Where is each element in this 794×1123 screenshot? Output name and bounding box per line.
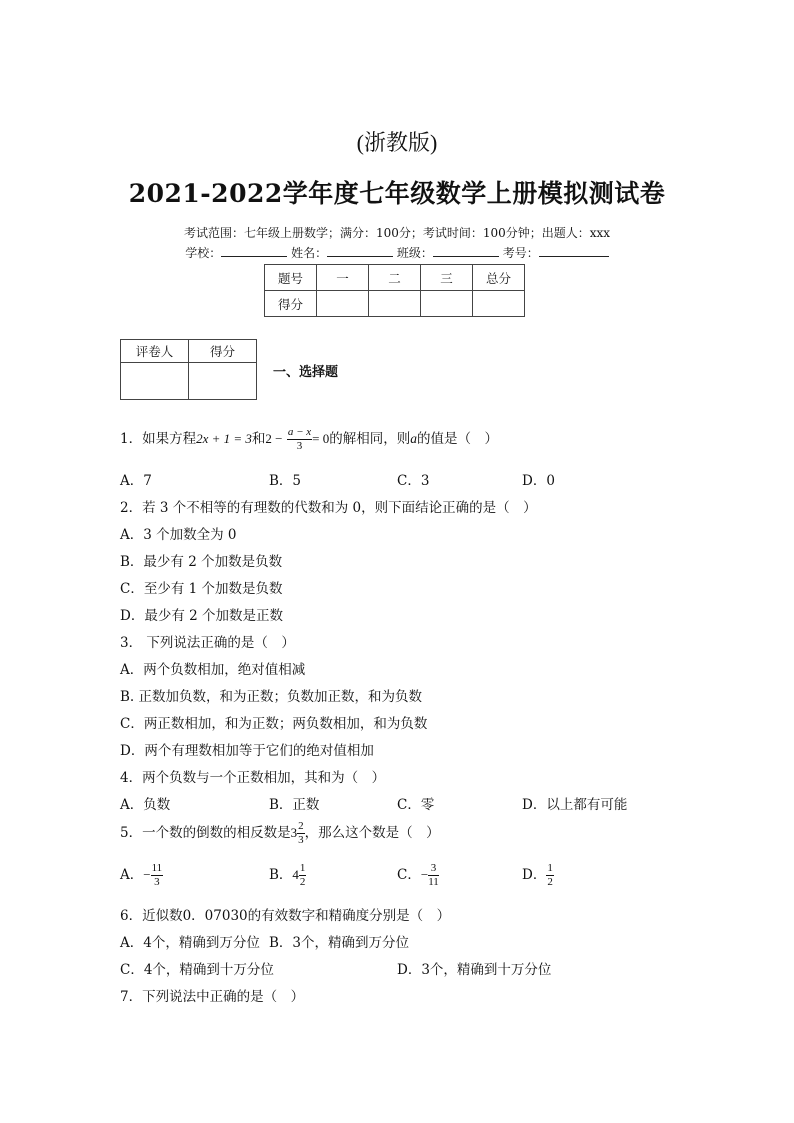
fraction-denominator: 2 [547,876,553,888]
option-fraction [299,862,307,889]
q1-prefix: 1．如果方程 [120,431,197,447]
score-table-header: 三 [421,265,473,291]
q5-prefix: 5．一个数的倒数的相反数是 [120,825,291,841]
name-label: 姓名： [291,246,328,260]
option-fraction [428,862,439,889]
section-title: 一、选择题 [273,365,339,380]
q5-fraction [297,820,305,847]
score-table-header: 一 [317,265,369,291]
q1-option-a[interactable]: A．7 [120,473,152,489]
option-label: D． [522,867,547,883]
q4-option-a[interactable]: A．负数 [120,797,171,813]
score-cell[interactable] [473,291,525,317]
fraction-numerator: 3 [428,862,439,876]
q1-option-c[interactable]: C．3 [397,473,430,489]
q6-option-d[interactable]: D．3个，精确到十万分位 [397,962,552,978]
q5-suffix: ，那么这个数是（ ） [304,825,440,841]
grader-cell[interactable] [189,363,257,400]
exam-info: 考试范围：七年级上册数学；满分：100分；考试时间：100分钟；出题人：xxx [183,226,611,240]
grader-table [120,339,257,400]
fraction-denominator: 11 [428,876,439,888]
q3-option-c[interactable]: C．两正数相加，和为正数；两负数相加，和为负数 [120,716,428,732]
score-row-label: 得分 [265,291,317,317]
question-4: 4．两个负数与一个正数相加，其和为（ ） [120,770,386,786]
q5-option-c[interactable] [397,862,439,889]
q6-option-b[interactable]: B．3个，精确到万分位 [269,935,410,951]
id-blank[interactable] [539,244,609,257]
option-whole: 4 [292,867,299,882]
q3-option-d[interactable]: D．两个有理数相加等于它们的绝对值相加 [120,743,374,759]
question-6: 6．近似数0．07030的有效数字和精确度分别是（ ） [120,908,451,924]
question-7: 7．下列说法中正确的是（ ） [120,989,305,1005]
option-sign: − [143,867,151,882]
grader-header: 得分 [189,340,257,363]
q3-option-a[interactable]: A．两个负数相加，绝对值相减 [120,662,306,678]
q1-option-b[interactable]: B．5 [269,473,302,489]
question-5 [120,820,440,847]
q2-option-d[interactable]: D．最少有 2 个加数是正数 [120,608,283,624]
grader-header: 评卷人 [121,340,189,363]
grader-table-body-row [121,363,257,400]
q1-fraction [287,426,312,453]
q1-equation-1: 2x + 1 = 3 [196,431,252,446]
score-cell[interactable] [369,291,421,317]
fraction-denominator: 3 [154,876,160,888]
fraction-denominator: 2 [299,876,306,888]
q1-variable: a [410,431,417,446]
question-3: 3． 下列说法正确的是（ ） [120,635,295,651]
grader-table-header-row [121,340,257,363]
fraction-numerator: 1 [547,862,553,874]
q4-option-c[interactable]: C．零 [397,797,435,813]
class-blank[interactable] [433,244,499,257]
q5-option-b[interactable] [269,862,306,889]
id-label: 考号： [502,246,539,260]
name-blank[interactable] [327,244,393,257]
edition-label: (浙教版) [356,130,438,155]
q1-option-d[interactable]: D．0 [522,473,555,489]
option-sign: − [420,867,429,882]
option-fraction [546,862,554,889]
q6-option-c[interactable]: C．4个，精确到十万分位 [120,962,274,978]
q1-mid: 和 [251,431,266,447]
score-table-header: 总分 [473,265,525,291]
q2-option-c[interactable]: C．至少有 1 个加数是负数 [120,581,283,597]
q5-fraction-numerator: 2 [298,820,304,832]
score-table-score-row [265,291,525,317]
q1-fraction-denominator: 3 [296,440,303,452]
q2-option-a[interactable]: A．3 个加数全为 0 [120,527,237,543]
q3-option-b[interactable]: B. 正数加负数，和为正数；负数加正数，和为负数 [120,689,423,705]
student-info-line [0,244,794,261]
grader-cell[interactable] [121,363,189,400]
score-cell[interactable] [421,291,473,317]
score-cell[interactable] [317,291,369,317]
fraction-numerator: 1 [299,862,306,874]
option-fraction [151,862,164,889]
q5-option-a[interactable] [120,862,163,889]
question-2: 2．若 3 个不相等的有理数的代数和为 0，则下面结论正确的是（ ） [120,500,537,516]
q5-mixed-whole: 3 [290,825,298,840]
option-label: C． [397,867,421,883]
score-table-header: 题号 [265,265,317,291]
score-table-header: 二 [369,265,421,291]
option-label: A． [120,867,144,883]
q1-end: 的值是（ ） [416,431,498,447]
school-blank[interactable] [221,244,287,257]
school-label: 学校： [185,246,222,260]
option-label: B． [269,867,293,883]
question-1 [120,426,498,453]
fraction-numerator: 11 [151,862,163,874]
q1-fraction-numerator: a − x [287,426,312,438]
page-title: 2021-2022学年度七年级数学上册模拟测试卷 [128,179,666,208]
q5-option-d[interactable] [522,862,554,889]
q1-tail: 的解相同，则 [329,431,411,447]
q5-fraction-denominator: 3 [298,834,304,846]
score-table-header-row [265,265,525,291]
q1-eq2-right: = 0 [312,431,330,446]
q2-option-b[interactable]: B．最少有 2 个加数是负数 [120,554,283,570]
class-label: 班级： [396,246,433,260]
q4-option-d[interactable]: D．以上都有可能 [522,797,628,813]
score-table [264,264,525,317]
q6-option-a[interactable]: A．4个，精确到万分位 [120,935,260,951]
q1-eq2-left: 2 − [265,431,283,446]
q4-option-b[interactable]: B．正数 [269,797,320,813]
